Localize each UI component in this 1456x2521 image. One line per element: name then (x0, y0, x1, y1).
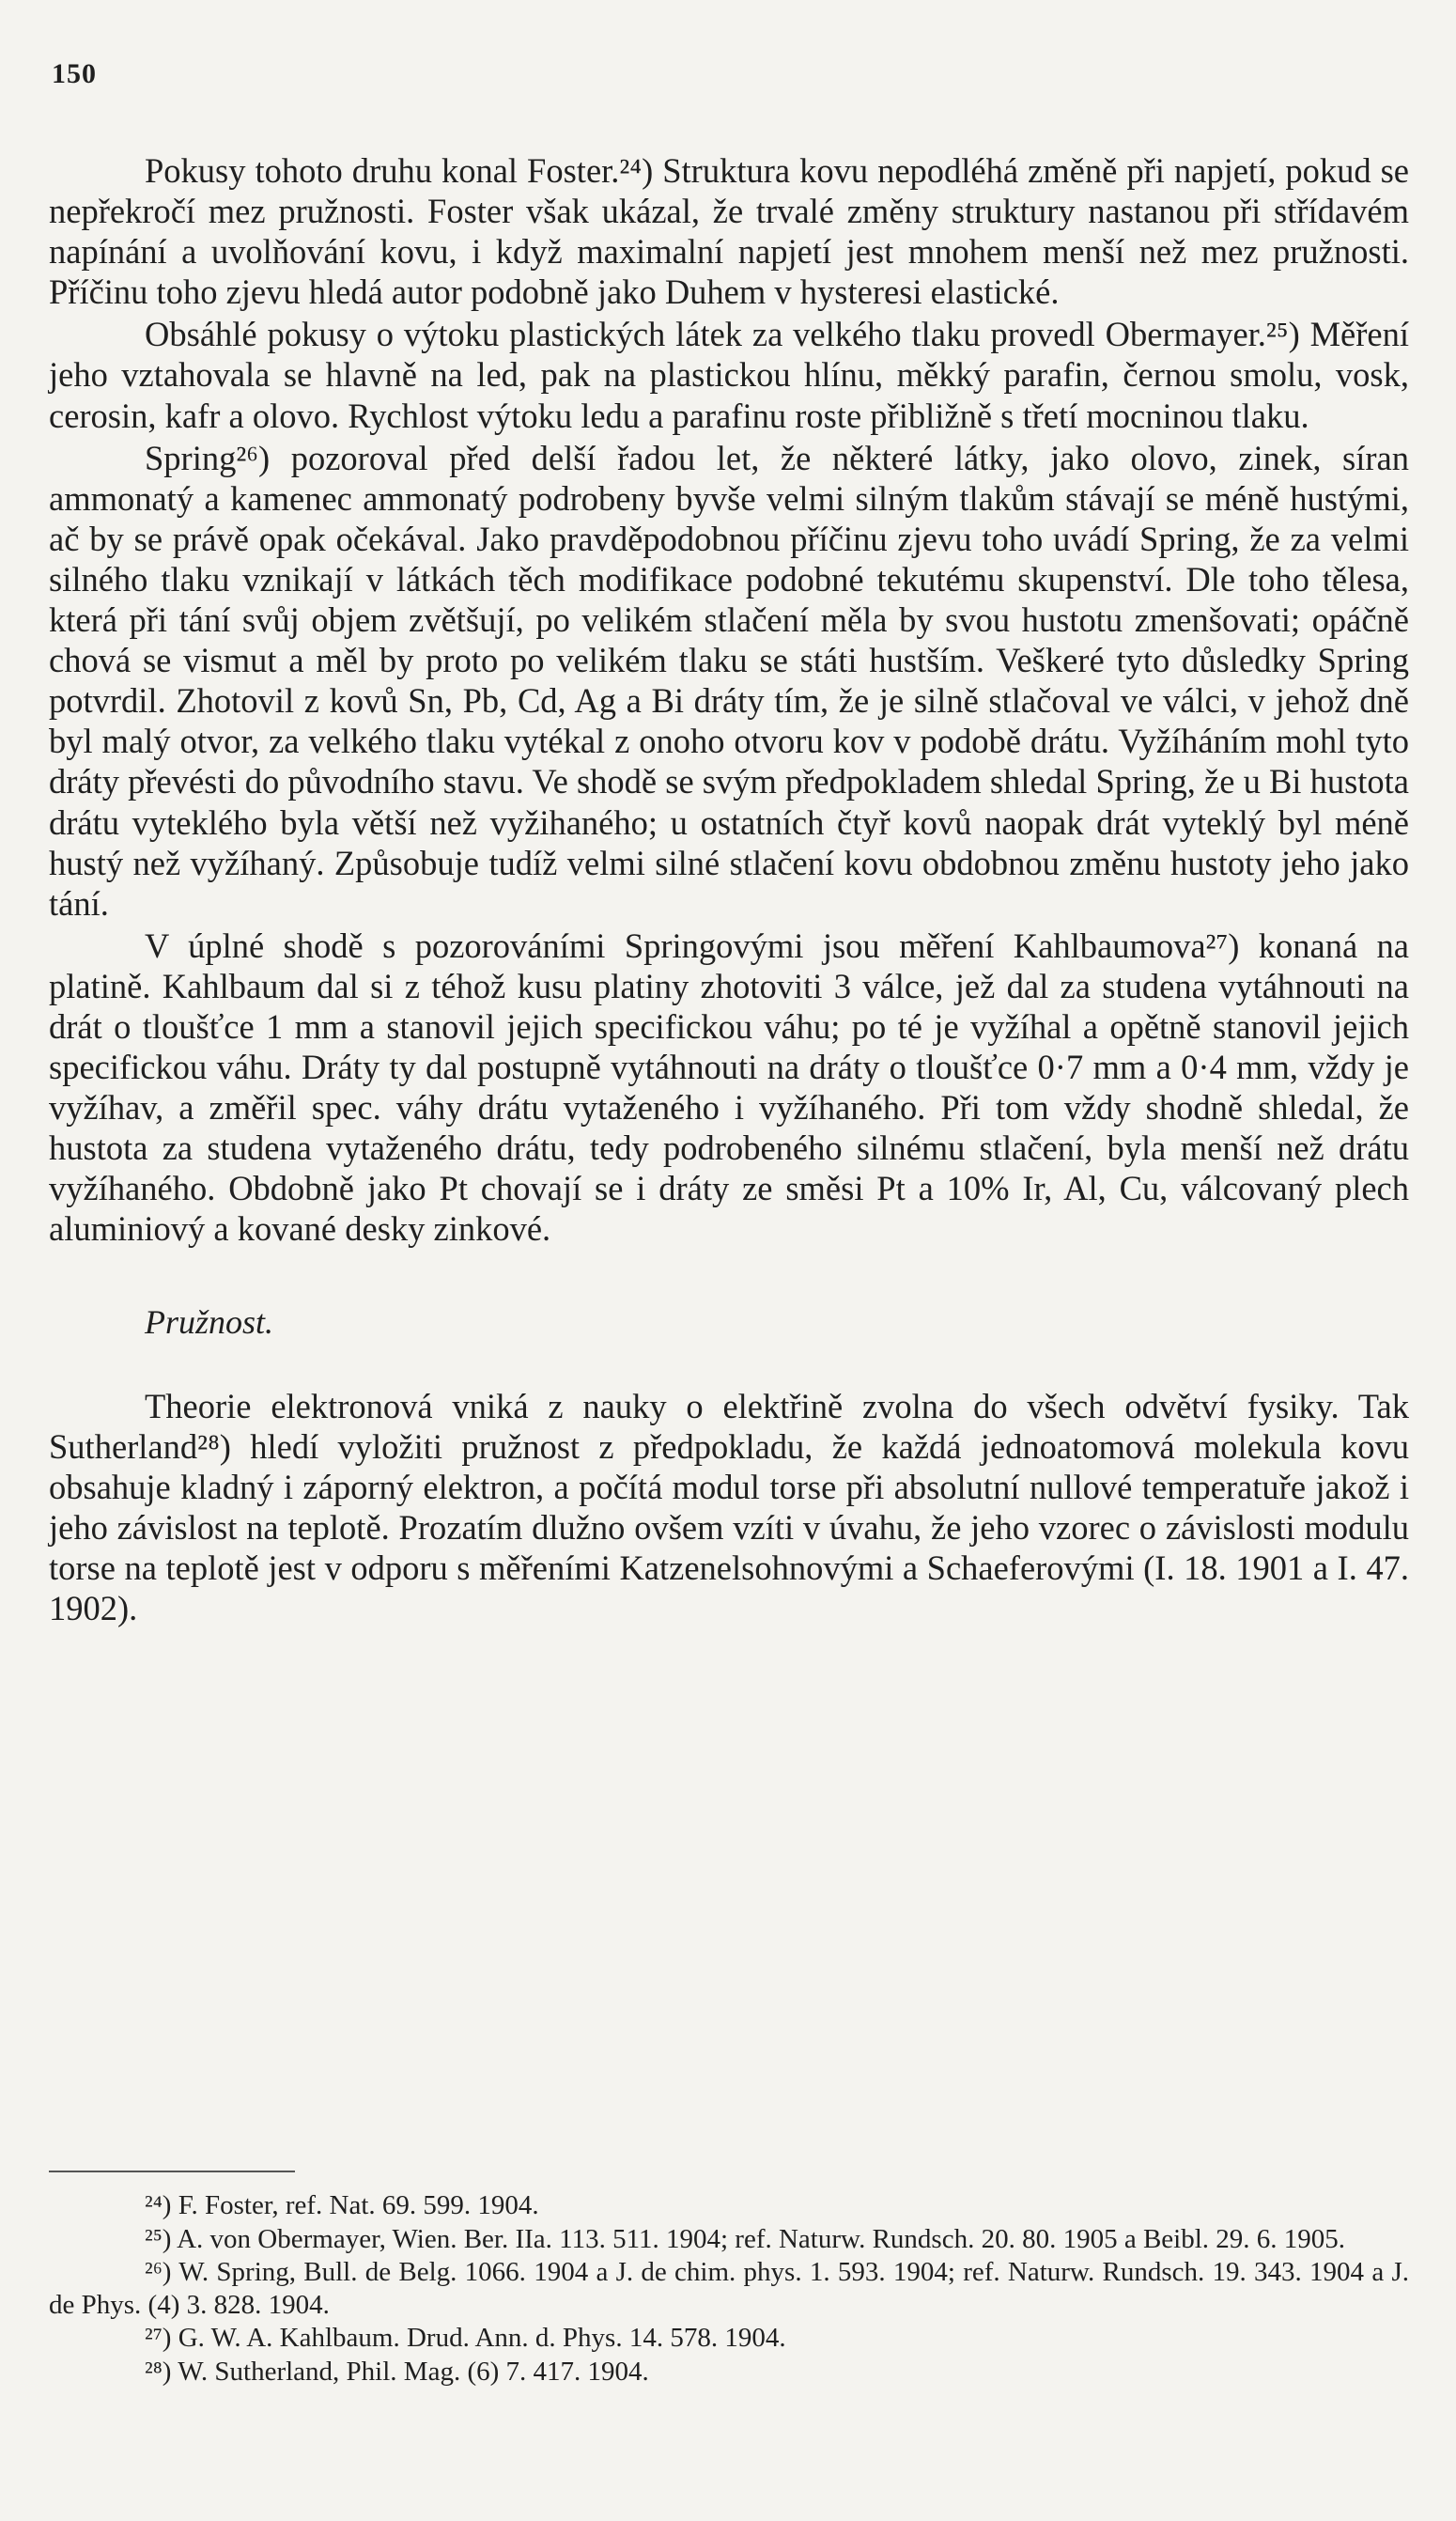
paragraph-obermayer: Obsáhlé pokusy o výtoku plastických látek za velkého tlaku provedl Obermayer.²⁵) Měření jeho vztahovala se hlavně na led, pak na plastickou hlínu, měkký parafin, černou smolu, vosk, cerosin, kafr a olovo. Rychlost výtoku ledu a parafinu roste přibližně s třetí mocninou tlaku. (49, 315, 1409, 435)
paragraph-kahlbaum: V úplné shodě s pozorováními Springovými jsou měření Kahlbaumova²⁷) konaná na platině. Kahlbaum dal si z téhož kusu platiny zhotoviti 3 válce, jež dal za studena vytáhnouti na drát o tloušťce 1 mm a stanovil jejich specifickou váhu; po té je vyžíhal a opětně stanovil jejich specifickou váhu. Dráty ty dal postupně vytáhnouti na dráty o tloušťce 0·7 mm a 0·4 mm, vždy je vyžíhav, a změřil spec. váhy drátu vytaženého i vyžíhaného. Při tom vždy shodně shledal, že hustota za studena vytaženého drátu, tedy podrobeného silnému stlačení, byla menší než drátu vyžíhaného. Obdobně jako Pt chovají se i dráty ze směsi Pt a 10% Ir, Al, Cu, válcovaný plech aluminiový a kované desky zinkové. (49, 926, 1409, 1249)
body-text (49, 150, 1409, 1628)
section-heading: Pružnost. (145, 1302, 274, 1341)
footnote-28: ²⁸) W. Sutherland, Phil. Mag. (6) 7. 417. 1904. (145, 2356, 649, 2387)
footnote-25: ²⁵) A. von Obermayer, Wien. Ber. IIa. 113. 511. 1904; ref. Naturw. Rundsch. 20. 80. 1905 a Beibl. 29. 6. 1905. (145, 2223, 1346, 2254)
paragraph-sutherland: Theorie elektronová vniká z nauky o elektřině zvolna do všech odvětví fysiky. Tak Sutherland²⁸) hledí vyložiti pružnost z předpokladu, že každá jednoatomová molekula kovu obsahuje kladný i záporný elektron, a počítá modul torse při absolutní nullové temperatuře jakož i jeho závislost na teplotě. Prozatím dlužno ovšem vzíti v úvahu, že jeho vzorec o závislosti modulu torse na teplotě jest v odporu s měřeními Katzenelsohnovými a Schaeferovými (I. 18. 1901 a I. 47. 1902). (49, 1386, 1409, 1627)
footnote-27: ²⁷) G. W. A. Kahlbaum. Drud. Ann. d. Phys. 14. 578. 1904. (145, 2323, 786, 2354)
footnotes (49, 2189, 1409, 2389)
paragraph-foster: Pokusy tohoto druhu konal Foster.²⁴) Struktura kovu nepodléhá změně při napjetí, pokud se nepřekročí mez pružnosti. Foster však ukázal, že trvalé změny struktury nastanou při střídavém napínání a uvolňování kovu, i když maximalní napjetí jest mnohem menší než mez pružnosti. Příčinu toho zjevu hledá autor podobně jako Duhem v hysteresi elastické. (49, 151, 1409, 312)
footnote-26: ²⁶) W. Spring, Bull. de Belg. 1066. 1904 a J. de chim. phys. 1. 593. 1904; ref. Naturw. Rundsch. 19. 343. 1904 a J. de Phys. (4) 3. 828. 1904. (49, 2257, 1409, 2320)
page-number: 150 (52, 58, 97, 89)
paragraph-spring: Spring²⁶) pozoroval před delší řadou let, že některé látky, jako olovo, zinek, síran ammonatý a kamenec ammonatý podrobeny byvše velmi silným tlakům stávají se méně hustými, ač by se právě opak očekával. Jako pravděpodobnou příčinu zjevu toho uvádí Spring, že za velmi silného tlaku vznikají v látkách těch modifikace podobné tekutému skupenství. Dle toho tělesa, která při tání svůj objem zvětšují, po velikém stlačení měla by svou hustotu zmenšovati; opáčně chová se vismut a měl by proto po velikém tlaku se státi hustším. Veškeré tyto důsledky Spring potvrdil. Zhotovil z kovů Sn, Pb, Cd, Ag a Bi dráty tím, že je silně stlačoval ve válci, v jehož dně byl malý otvor, za velkého tlaku vytékal z onoho otvoru kov v podobě drátu. Vyžíháním mohl tyto dráty převésti do původního stavu. Ve shodě se svým předpokladem shledal Spring, že u Bi hustota drátu vyteklého byla větší než vyžihaného; u ostatních čtyř kovů naopak drát vyteklý byl méně hustý než vyžíhaný. Způsobuje tudíž velmi silné stlačení kovu obdobnou změnu hustoty jeho jako tání. (49, 438, 1409, 923)
footnote-divider (49, 2171, 295, 2172)
footnote-24: ²⁴) F. Foster, ref. Nat. 69. 599. 1904. (145, 2190, 539, 2220)
